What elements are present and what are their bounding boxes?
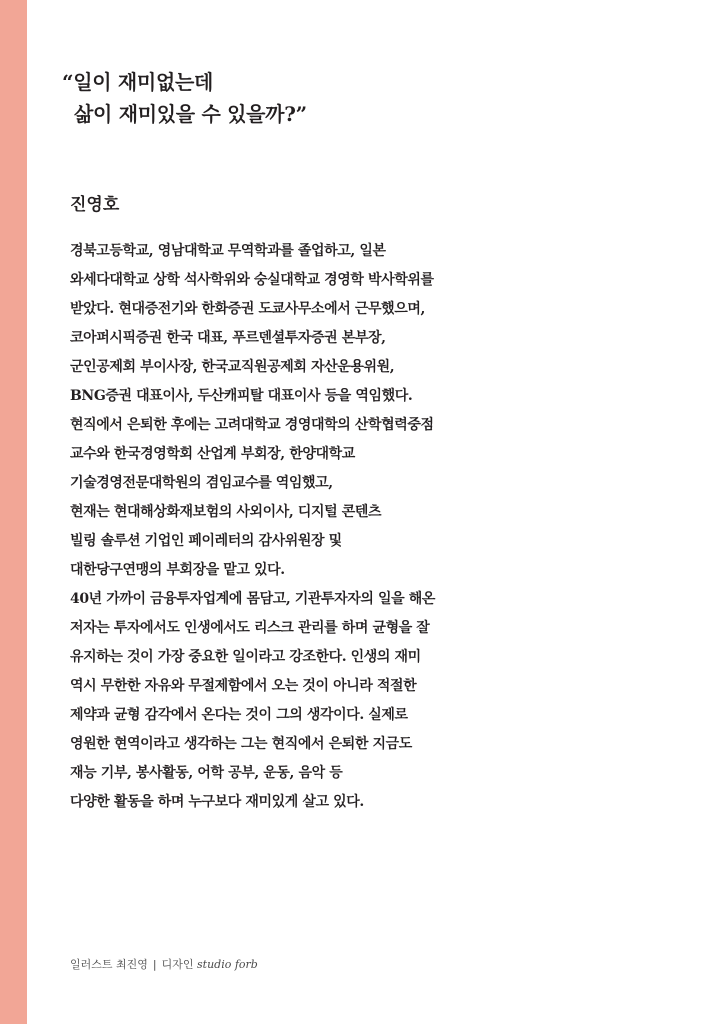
bio-line: 다양한 활동을 하며 누구보다 재미있게 살고 있다. xyxy=(70,794,364,810)
bio-line: 제약과 균형 감각에서 온다는 것이 그의 생각이다. 실제로 xyxy=(70,707,408,723)
bio-line: 빌링 솔루션 기업인 페이레터의 감사위원장 및 xyxy=(70,533,342,549)
bio-line: 경북고등학교, 영남대학교 무역학과를 졸업하고, 일본 xyxy=(70,243,386,259)
side-accent-bar xyxy=(0,0,27,1024)
bio-line: 와세다대학교 상학 석사학위와 숭실대학교 경영학 박사학위를 xyxy=(70,272,434,288)
bio-line: BNG증권 대표이사, 두산캐피탈 대표이사 등을 역임했다. xyxy=(70,388,413,404)
bio-line: 코아퍼시픽증권 한국 대표, 푸르덴셜투자증권 본부장, xyxy=(70,330,386,346)
bio-line: 현직에서 은퇴한 후에는 고려대학교 경영대학의 산학협력중점 xyxy=(70,417,434,433)
bio-line: 역시 무한한 자유와 무절제함에서 오는 것이 아니라 적절한 xyxy=(70,678,417,694)
author-name: 진영호 xyxy=(70,195,120,215)
bio-line: 현재는 현대해상화재보험의 사외이사, 디지털 콘텐츠 xyxy=(70,504,382,520)
illustration-credit: 일러스트 최진영 xyxy=(70,958,148,971)
bio-line: 대한당구연맹의 부회장을 맡고 있다. xyxy=(70,562,285,578)
bio-line: 교수와 한국경영학회 산업계 부회장, 한양대학교 xyxy=(70,446,355,462)
bio-line: 재능 기부, 봉사활동, 어학 공부, 운동, 음악 등 xyxy=(70,765,343,781)
title-line-2: 삶이 재미있을 수 있을까?” xyxy=(74,102,307,126)
design-studio-name: studio forb xyxy=(197,958,258,971)
author-bio xyxy=(70,237,670,817)
bio-line: 기술경영전문대학원의 겸임교수를 역임했고, xyxy=(70,475,333,491)
design-credit-label: 디자인 xyxy=(161,958,194,971)
page-title xyxy=(62,66,307,130)
bio-line: 40년 가까이 금융투자업계에 몸담고, 기관투자자의 일을 해온 xyxy=(70,591,435,607)
credits-line xyxy=(70,957,258,973)
bio-line: 받았다. 현대증전기와 한화증권 도쿄사무소에서 근무했으며, xyxy=(70,301,425,317)
title-line-1: “일이 재미없는데 xyxy=(62,70,214,94)
bio-line: 저자는 투자에서도 인생에서도 리스크 관리를 하며 균형을 잘 xyxy=(70,620,430,636)
bio-line: 유지하는 것이 가장 중요한 일이라고 강조한다. 인생의 재미 xyxy=(70,649,421,665)
credit-separator: | xyxy=(152,958,157,971)
bio-line: 군인공제회 부이사장, 한국교직원공제회 자산운용위원, xyxy=(70,359,395,375)
bio-line: 영원한 현역이라고 생각하는 그는 현직에서 은퇴한 지금도 xyxy=(70,736,412,752)
